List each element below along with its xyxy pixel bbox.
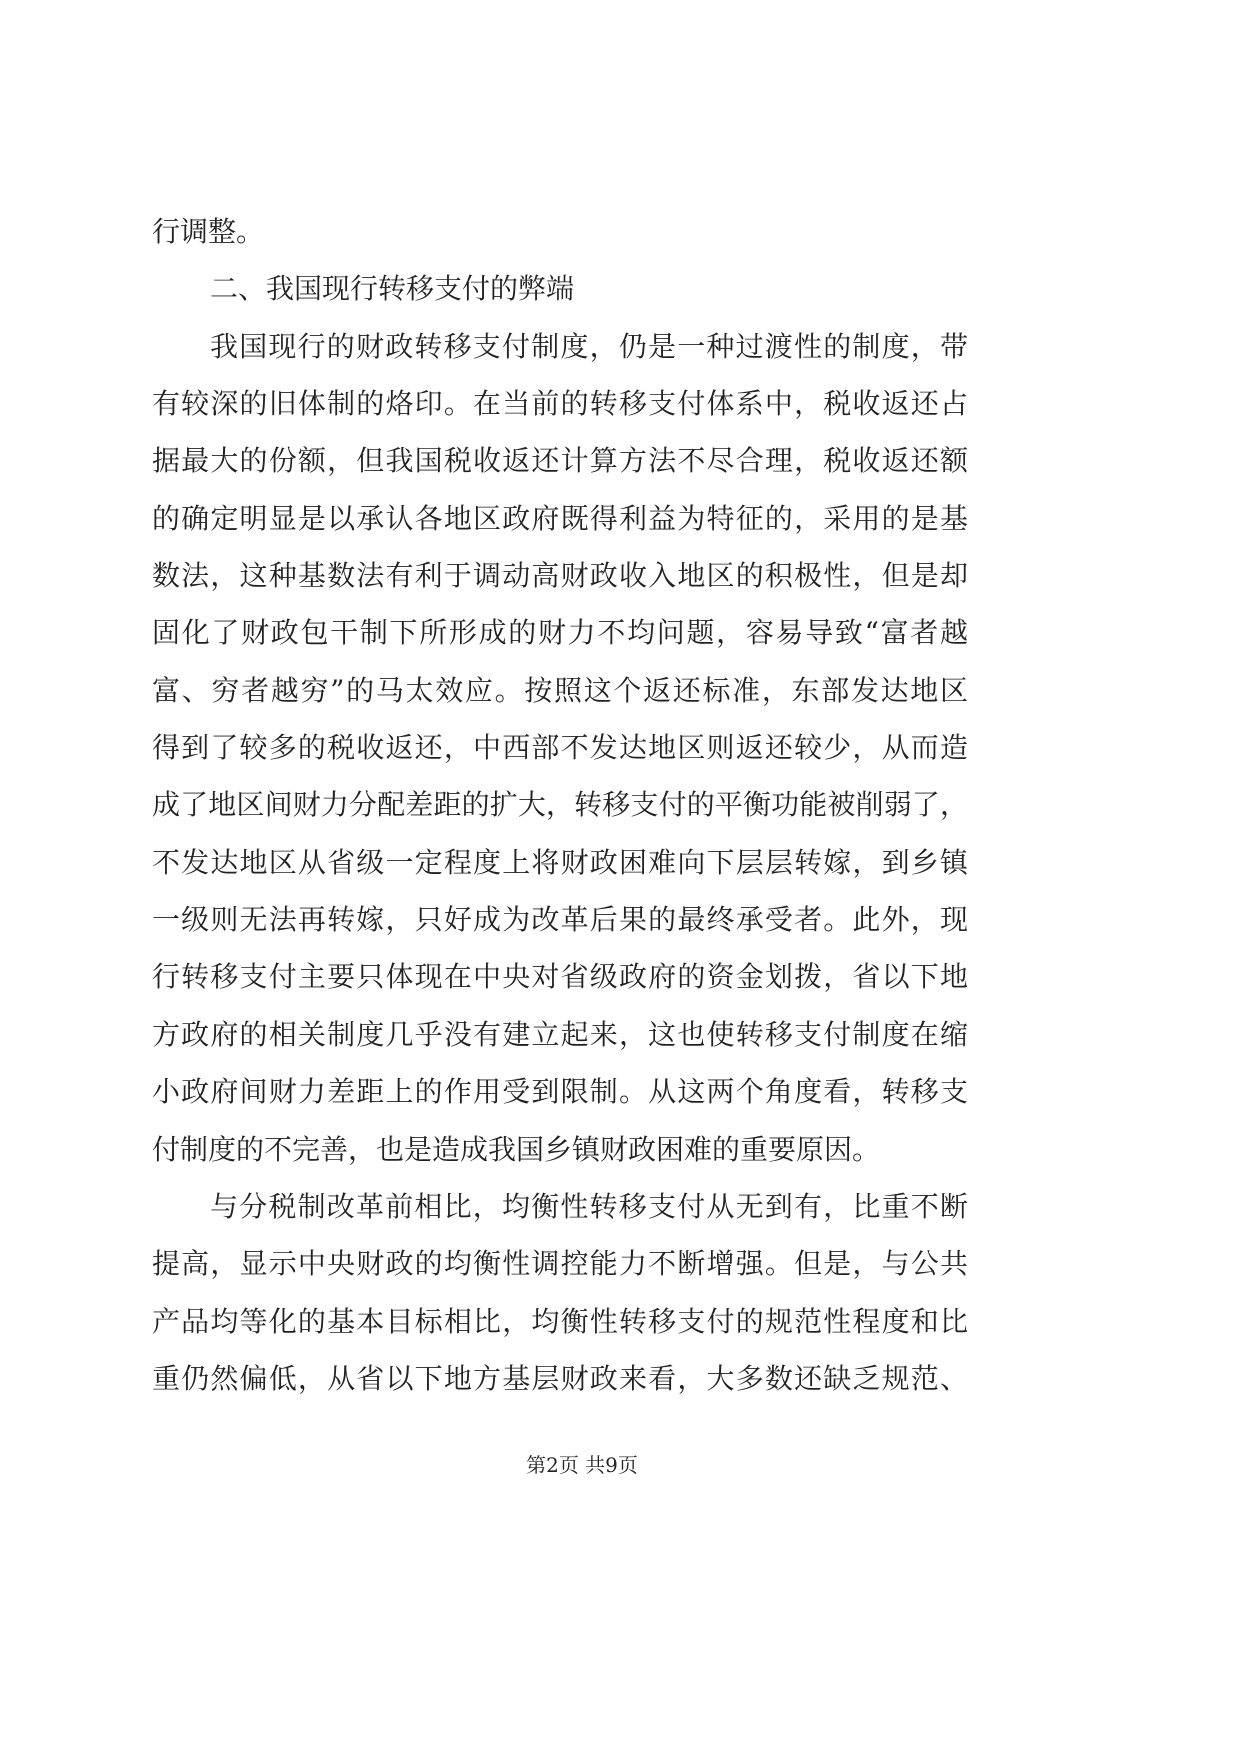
text-line: 产品均等化的基本目标相比，均衡性转移支付的规范性程度和比 (152, 1304, 968, 1338)
text-line: 重仍然偏低，从省以下地方基层财政来看，大多数还缺乏规范、 (152, 1361, 968, 1395)
body-text (152, 203, 968, 1407)
text-line: 数法，这种基数法有利于调动高财政收入地区的积极性，但是却 (152, 559, 968, 593)
section-heading: 二、我国现行转移支付的弊端 (210, 272, 575, 306)
text-line: 小政府间财力差距上的作用受到限制。从这两个角度看，转移支 (152, 1075, 968, 1109)
text-line: 一级则无法再转嫁，只好成为改革后果的最终承受者。此外，现 (152, 903, 968, 937)
text-line: 提高，显示中央财政的均衡性调控能力不断增强。但是，与公共 (152, 1247, 968, 1281)
text-line: 行调整。 (152, 215, 265, 248)
text-line: 行转移支付主要只体现在中央对省级政府的资金划拨，省以下地 (152, 960, 968, 994)
text-line: 我国现行的财政转移支付制度，仍是一种过渡性的制度，带 (210, 329, 968, 363)
text-line: 成了地区间财力分配差距的扩大，转移支付的平衡功能被削弱了， (152, 788, 968, 822)
text-line: 的确定明显是以承认各地区政府既得利益为特征的，采用的是基 (152, 501, 968, 535)
text-line: 方政府的相关制度几乎没有建立起来，这也使转移支付制度在缩 (152, 1017, 968, 1051)
text-line: 不发达地区从省级一定程度上将财政困难向下层层转嫁，到乡镇 (152, 845, 968, 879)
text-line: 据最大的份额，但我国税收返还计算方法不尽合理，税收返还额 (152, 444, 968, 478)
page-footer: 第2页 共9页 (526, 1453, 638, 1477)
text-line: 富、穷者越穷”的马太效应。按照这个返还标准，东部发达地区 (152, 673, 968, 707)
text-line: 有较深的旧体制的烙印。在当前的转移支付体系中，税收返还占 (152, 387, 968, 421)
text-line: 得到了较多的税收返还，中西部不发达地区则返还较少，从而造 (152, 731, 968, 765)
text-line: 固化了财政包干制下所形成的财力不均问题，容易导致“富者越 (152, 616, 968, 650)
text-line: 付制度的不完善，也是造成我国乡镇财政困难的重要原因。 (152, 1132, 881, 1166)
text-line: 与分税制改革前相比，均衡性转移支付从无到有，比重不断 (210, 1189, 968, 1223)
